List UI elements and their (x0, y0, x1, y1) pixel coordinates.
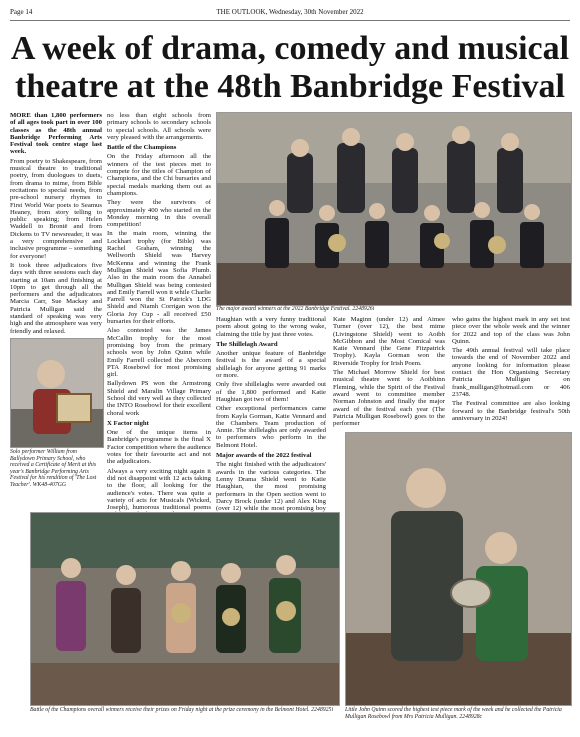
champions-photo-placeholder-icon (31, 513, 339, 705)
folio-line (10, 8, 570, 18)
intro-paragraph: MORE than 1,800 performers of all ages took part in over 100 classes as the 48th annual Banbridge Performing Arts Festival took centre stage last week. (10, 112, 102, 156)
subheading: X Factor night (107, 419, 149, 427)
body-paragraph: The night finished with the adjudicators' awards in the various categories. The Lenny Drama Shield went to Katie Haughian, the most promising performers in the Open section went to Darcy Brock (under 12) and Alex King (over 12) while the most promising boy (216, 461, 326, 513)
body-paragraph: It took three adjudicators five days with three sessions each day starting at 10am and finishing at 10pm to get through all the performers and the adjudicators Marcia Carr, Sue Mackay and Patricia Mulligan said the standard of speaking was very high and the atmosphere was very friendly and relaxed. (10, 261, 102, 335)
headline: A week of drama, comedy and musical theatre at the 48th Banbridge Festival (10, 30, 570, 105)
body-paragraph: Only five shillelaghs were awarded out of the 1,800 performed and Katie Haughian got two of them! (216, 381, 326, 403)
photo-battle-of-champions (30, 512, 340, 706)
group-photo-placeholder-icon (217, 113, 571, 305)
body-paragraph: Ballydown PS won the Armstrong Shield and Maralin Village Primary School did very well as they collected the INTO Rosebowl for their excellent choral work (107, 380, 211, 417)
subheading: The Shillelagh Award (216, 340, 278, 348)
article-column-3 (216, 316, 326, 513)
publication-date: THE OUTLOOK, Wednesday, 30th November 2022 (216, 8, 364, 16)
body-paragraph: Also contested was the James McCallin trophy for the most promising boy from the primary schools won by John Quinn while Emily Farrell collected the Abercorn PTA Rosebowl for most promising girl. (107, 327, 211, 379)
body-paragraph: no less than eight schools from primary schools to secondary schools to special schools. All schools were very pleased with the arrangements. (107, 112, 211, 141)
photo-major-award-winners (216, 112, 572, 306)
article-column-1 (10, 112, 102, 334)
body-paragraph: Haughian with a very funny traditional poem about going to the wrong wake, claiming the title by just three votes. (216, 316, 326, 338)
body-paragraph: who gains the highest mark in any set test piece over the whole week and the winner for 2022 and top of the class was John Quinn. (452, 316, 570, 345)
caption-battle-of-champions: Battle of the Champions overall winners receive their prizes on Friday night at the prize ceremony in the Belmont Hotel. 2248925i (30, 707, 334, 713)
article-column-4 (333, 316, 445, 426)
body-paragraph: Other exceptional performances came from Kayla Gorman, Katie Vennard and the Chambers Team production of Annie. The shillelaghs are only awarded to performers who perform in the Belmont Hotel. (216, 405, 326, 449)
article-column-2 (107, 112, 211, 512)
header-rule (10, 20, 570, 21)
article-column-5 (452, 316, 570, 426)
body-paragraph: The Michael Morrow Shield for best musical theatre went to Aoibhinn Fleming, while the Spirit of the Festival award went to committee member Norman Johnston and finally the major award of the festival each year (The Patricia Mulligan Rosebowl) goes to the performer (333, 369, 445, 428)
body-paragraph: Always a very exciting night again it did not disappoint with 12 acts taking to the floor, all looking for the audience's votes. There was quite a variety of acts for Musicals (Wicked, Joseph), humorous traditional poems (107, 467, 211, 512)
body-paragraph: The Festival committee are also looking forward to the Banbridge festival's 50th anniversary in 2024! (452, 400, 570, 422)
body-paragraph: The 49th annual festival will take place towards the end of November 2022 and anyone looking for information please contact the Hon Organising Secretary Patricia Mulligan on frank_mulligan@hotmail.com or 406 23748. (452, 347, 570, 398)
body-paragraph: They were the survivors of approximately 400 who started on the Monday morning in this overall competition! (107, 199, 211, 229)
body-paragraph: From poetry to Shakespeare, from musical theatre to traditional poetry, from duologues to duets, from drama to mime, from Bible recitations to special needs, from pre-school nursery rhymes to First World War poets to Seamus Heaney, from story telling to public speaking; from Helen Waddell to Brontë and from Dickens to TV newsreader, it was a very comprehensive and inclusive programme – something for everyone! (10, 157, 102, 260)
body-paragraph: Another unique feature of Banbridge festival is the award of a special shillelagh for anyone getting 91 marks or more. (216, 350, 326, 380)
photo-solo-performer (10, 338, 104, 448)
body-paragraph: In the main room, winning the Lockhart trophy (for Bible) was Rachel Graham, winning the Wellworth Shield was Harvey McKenna and winning the Frank Mulligan Shield was Sofia Plumb. Also in the main room the Annabel Mulligan Shield was being contested and Emily Farrell won it while Charlie Farrell won the St Patrick's LDG Shield and Niamh Corrigan won the Gloria Joy Cup - all received £50 bursaries for their efforts. (107, 230, 211, 326)
subheading: Battle of the Champions (107, 144, 177, 152)
caption-john-quinn-rosebowl: Little John Quinn scored the highest test piece mark of the week and he collected the Patricia Mulligan Rosebowl from Mrs Patricia Mulligan. 2248928c (345, 707, 562, 720)
page-number: Page 14 (10, 8, 33, 16)
body-paragraph: On the Friday afternoon all the winners of the test pieces met to compete for the titles of Champion of Champions, and the Chi bursaries and special medals marking them out as champions. (107, 153, 211, 197)
photo-placeholder-icon (11, 339, 103, 447)
body-paragraph: One of the unique items in Banbridge's programme is the final X Factor competition where the audience votes for their favourite act and not the adjudicators. (107, 429, 211, 466)
body-paragraph: Kate Maginn (under 12) and Aimee Turner (over 12), the best mime (Livingstone Shield) went to Aoibh McGibbon and the Most Comical was Katie Vennard (the Gene Fitzpatrick Trophy). Kayla Gorman won the Riverside Trophy for Irish Poem. (333, 316, 445, 367)
caption-major-award-winners: The major award winners at the 2022 Banbridge Festival. 2248926i (216, 306, 375, 312)
rosebowl-photo-placeholder-icon (346, 433, 571, 705)
subheading: Major awards of the 2022 festival (216, 452, 312, 460)
photo-john-quinn-rosebowl (345, 432, 572, 706)
caption-solo-performer: Solo performer William from Ballydown Primary School, who received a Certificate of Merit at this year's Banbridge Performing Arts Festival for his rendition of 'The Lost Teacher'. WK48-407GG (10, 449, 97, 488)
